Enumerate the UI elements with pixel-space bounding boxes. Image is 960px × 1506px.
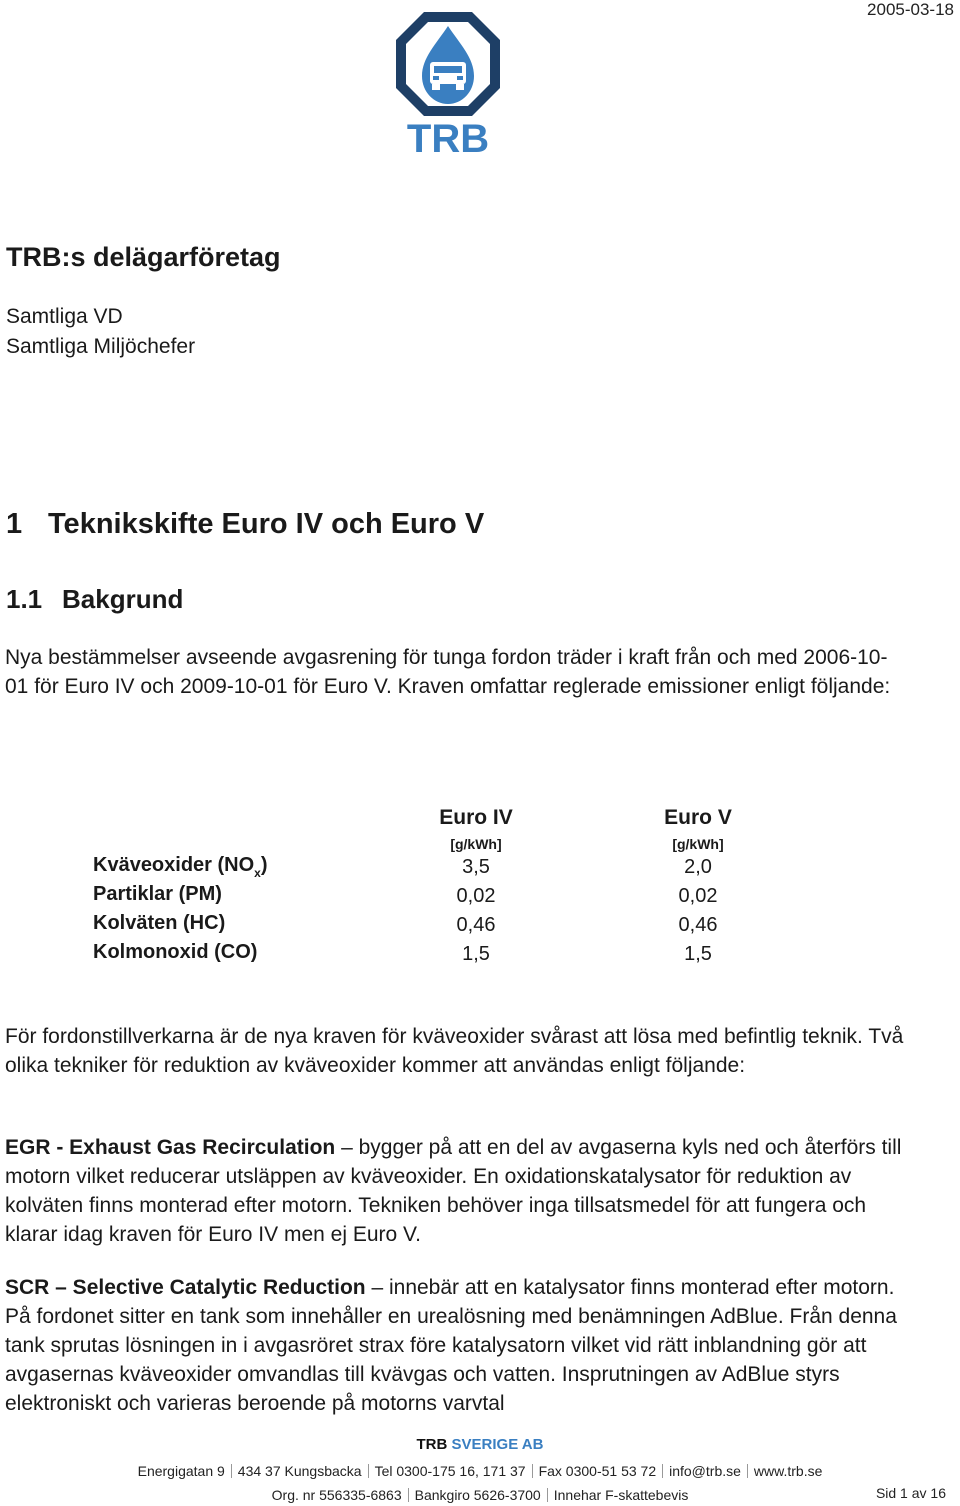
table-cell: 0,02 [456, 885, 496, 907]
section-heading [6, 508, 484, 541]
table-cell: 1,5 [684, 943, 712, 965]
row-label-pm: Partiklar (PM) [93, 883, 222, 905]
table-cell: 2,0 [684, 856, 712, 878]
footer-phone: Tel 0300-175 16, 171 37 [374, 1463, 526, 1479]
table-cell: 0,46 [678, 914, 718, 936]
footer-org-nr: Org. nr 556335-6863 [271, 1487, 402, 1503]
table-cell: 1,5 [462, 943, 490, 965]
footer-tax: Innehar F-skattebevis [553, 1487, 689, 1503]
nox-paragraph: För fordonstillverkarna är de nya kraven för kväveoxider svårast att lösa med befintlig teknik. Två olika tekniker för reduktion av kväveoxider kommer att användas enligt följande: [5, 1025, 904, 1077]
section-number: 1 [6, 508, 23, 540]
footer-registration-line [0, 1487, 960, 1503]
subsection-title: Bakgrund [62, 584, 184, 614]
footer-brand: TRB SVERIGE AB [416, 1436, 544, 1453]
footer-bankgiro: Bankgiro 5626-3700 [414, 1487, 541, 1503]
row-label-co: Kolmonoxid (CO) [93, 941, 258, 963]
column-unit: [g/kWh] [672, 836, 724, 852]
document-date: 2005-03-18 [867, 0, 954, 19]
footer-website[interactable]: www.trb.se [753, 1463, 823, 1479]
scr-term: SCR – Selective Catalytic Reduction [5, 1276, 366, 1299]
table-cell: 0,46 [456, 914, 496, 936]
recipient-line: Samtliga Miljöchefer [6, 335, 196, 358]
intro-paragraph: Nya bestämmelser avseende avgasrening för tunga fordon träder i kraft från och med 2006-10-01 för Euro IV och 2009-10-01 för Euro V. Kraven omfattar reglerade emissioner enligt följande: [5, 646, 891, 698]
egr-term: EGR - Exhaust Gas Recirculation [5, 1136, 336, 1159]
page-number: Sid 1 av 16 [875, 1485, 946, 1501]
emissions-table [0, 800, 960, 980]
footer-email[interactable]: info@trb.se [669, 1463, 741, 1479]
recipients [6, 302, 195, 362]
egr-text: – bygger på att en del av avgaserna kyls ned och återförs till motorn vilket reducerar utsläppen av kväveoxider. En oxidationskatalysator för reduktion av kolväten finns monterad efter motorn. Tekniken behöver inga tillsatsmedel för att fungera och klarar idag kraven för Euro IV men ej Euro V. [5, 1136, 902, 1246]
subsection-number: 1.1 [6, 584, 43, 614]
footer-contact-line [0, 1463, 960, 1479]
column-header-euro-v [618, 806, 778, 852]
column-title: Euro V [664, 806, 732, 829]
trb-logo [392, 8, 504, 158]
row-label-hc: Kolväten (HC) [93, 912, 226, 934]
table-cell: 3,5 [462, 856, 490, 878]
table-cell: 0,02 [678, 885, 718, 907]
column-title: Euro IV [439, 806, 513, 829]
scr-text: – innebär att en katalysator finns monterad efter motorn. På fordonet sitter en tank som innehåller en urealösning med benämningen AdBlue. Från denna tank sprutas lösningen in i avgasröret strax före katalysatorn vilket vid rätt inblandning gör att avgasernas kväveoxider omvandlas till kvävgas och vatten. Insprutningen av AdBlue styrs elektroniskt och varieras beroende på motorns varvtal [5, 1276, 897, 1415]
footer-fax: Fax 0300-51 53 72 [538, 1463, 657, 1479]
section-title: Teknikskifte Euro IV och Euro V [48, 508, 485, 540]
scr-paragraph [5, 1273, 905, 1418]
column-header-euro-iv [396, 806, 556, 852]
recipient-line: Samtliga VD [6, 305, 123, 328]
company-heading: TRB:s delägarföretag [6, 242, 281, 272]
row-label-nox: Kväveoxider $(NO_x)$ [93, 854, 268, 880]
column-unit: [g/kWh] [450, 836, 502, 852]
egr-paragraph [5, 1133, 905, 1249]
footer-city: 434 37 Kungsbacka [237, 1463, 362, 1479]
logo-text: TRB [406, 117, 490, 158]
footer-address: Energigatan 9 [137, 1463, 225, 1479]
subsection-heading [6, 584, 183, 615]
